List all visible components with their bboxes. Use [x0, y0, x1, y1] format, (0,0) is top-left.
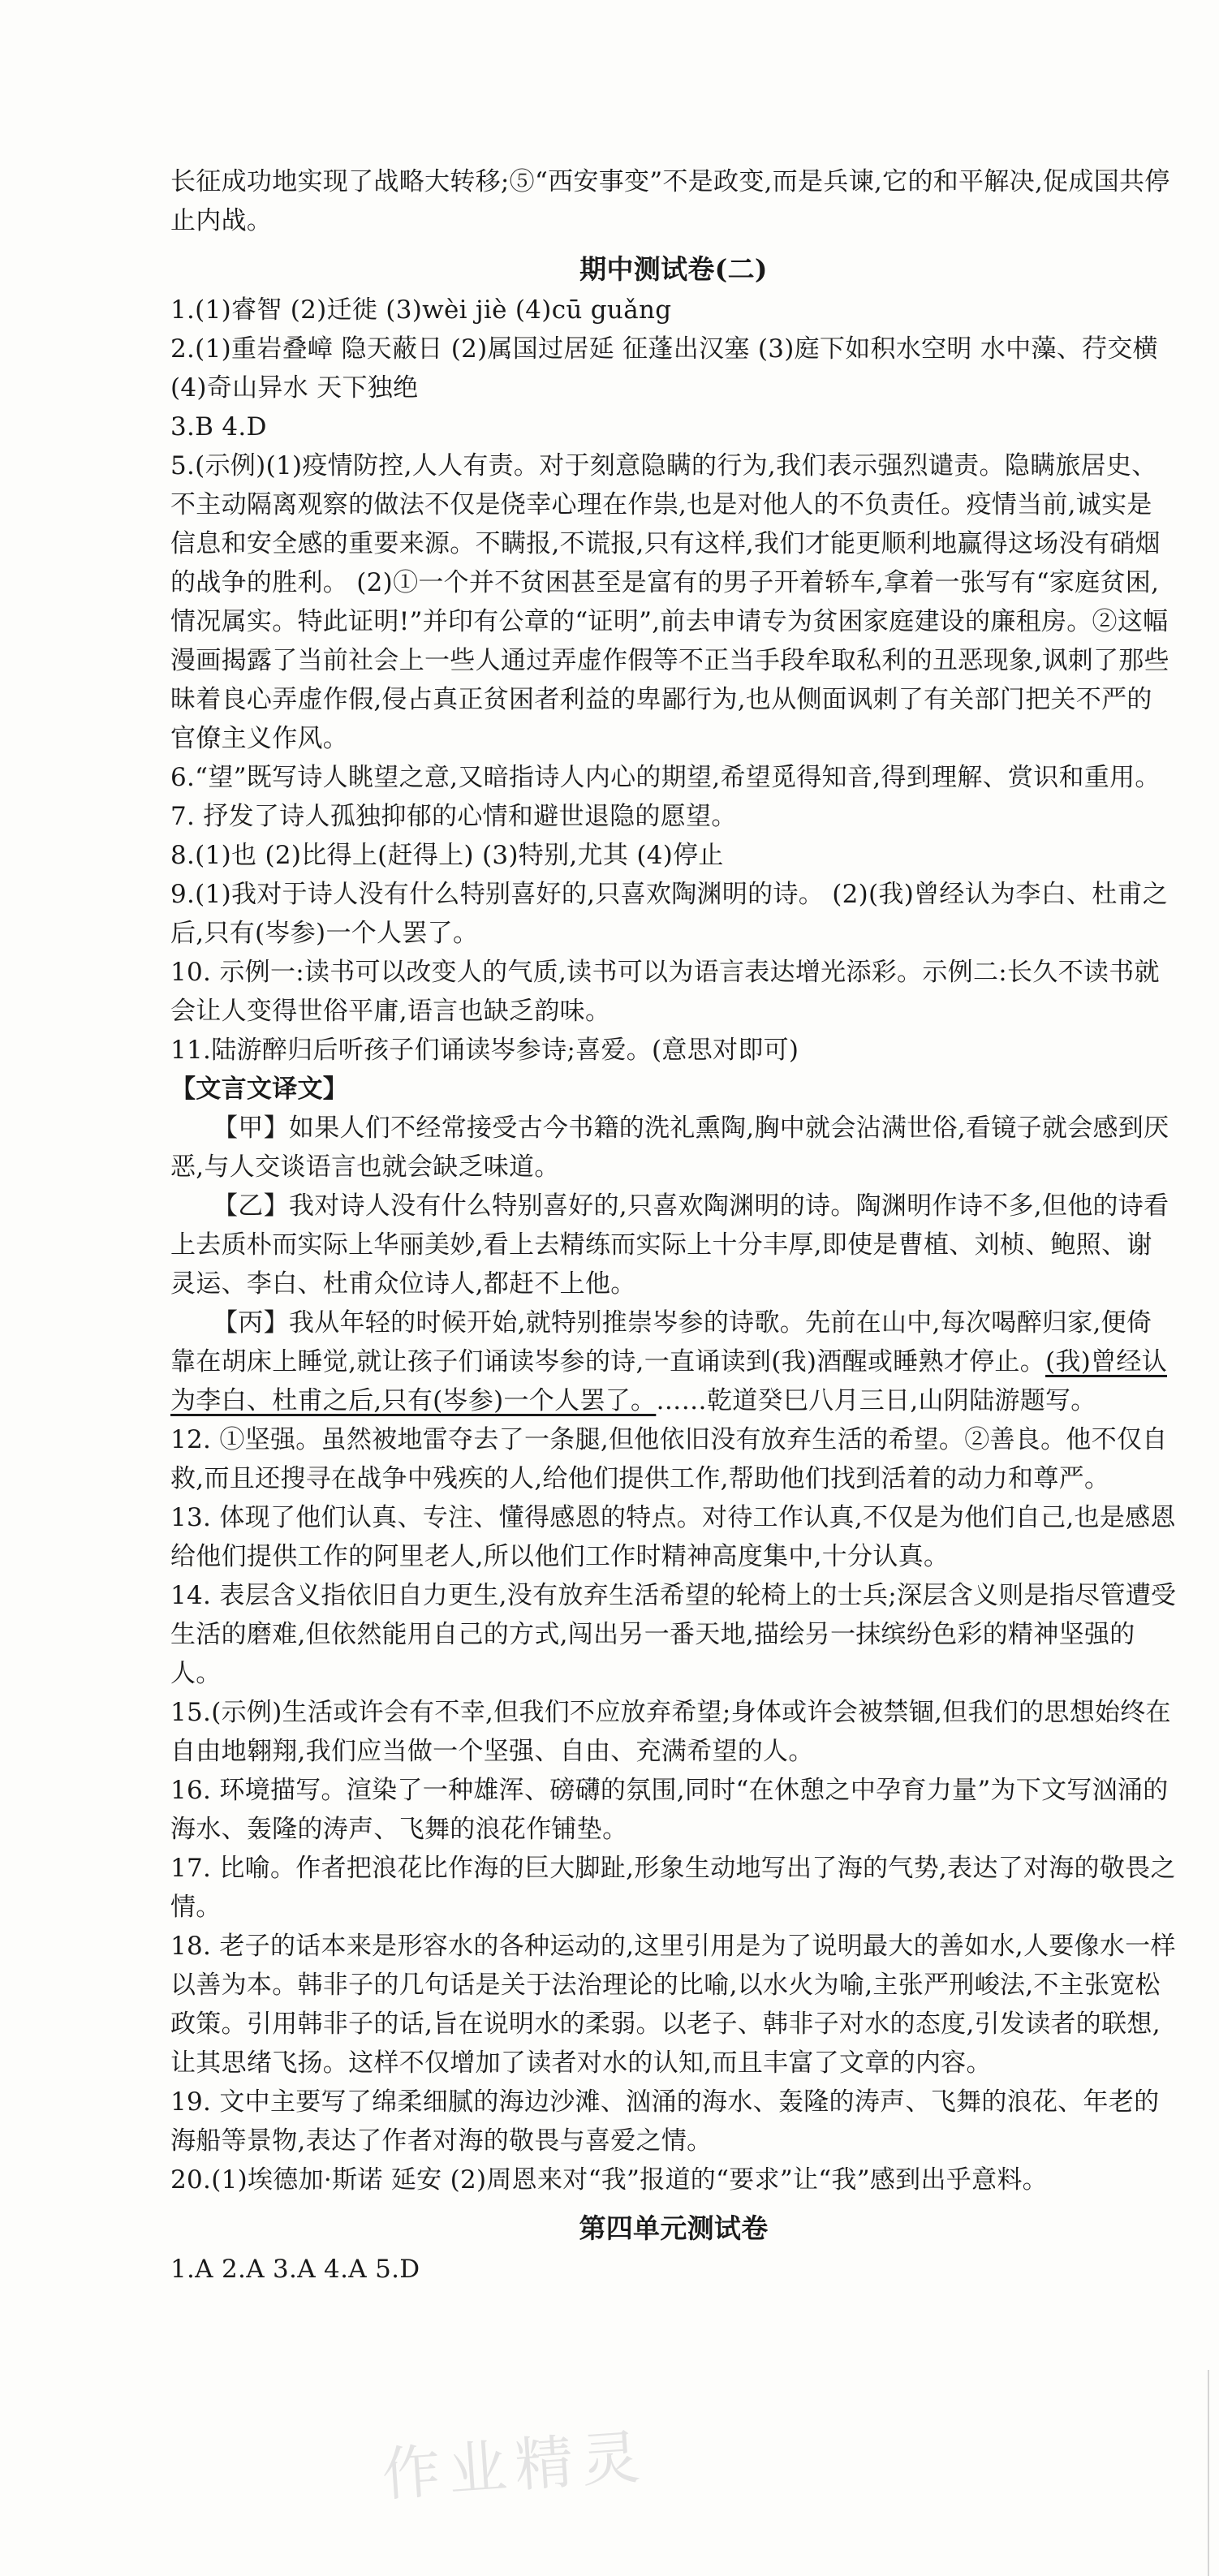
answer-8: 8.(1)也 (2)比得上(赶得上) (3)特别,尤其 (4)停止 — [170, 841, 724, 870]
translation-bing — [170, 1303, 1177, 1420]
answer-13: 13. 体现了他们认真、专注、懂得感恩的特点。对待工作认真,不仅是为他们自己,也是感恩给他们提供工作的阿里老人,所以他们工作时精神高度集中,十分认真。 — [170, 1503, 1176, 1571]
answer-5: 5.(示例)(1)疫情防控,人人有责。对于刻意隐瞒的行为,我们表示强烈谴责。隐瞒旅居史、不主动隔离观察的做法不仅是侥幸心理在作祟,也是对他人的不负责任。疫情当前,诚实是信息和安全感的重要来源。不瞒报,不谎报,只有这样,我们才能更顺利地赢得这场没有硝烟的战争的胜利。 (2)①一个并不贫困甚至是富有的男子开着轿车,拿着一张写有“家庭贫困,情况属实。特此证明!”并印有公章的“证明”,前去申请专为贫困家庭建设的廉租房。②这幅漫画揭露了当前社会上一些人通过弄虚作假等不正当手段牟取私利的丑恶现象,讽刺了那些昧着良心弄虚作假,侵占真正贫困者利益的卑鄙行为,也从侧面讽刺了有关部门把关不严的官僚主义作风。 — [170, 451, 1169, 753]
answer-1: 1.(1)睿智 (2)迁徙 (3)wèi jiè (4)cū guǎng — [170, 295, 672, 325]
answer-11: 11.陆游醉归后听孩子们诵读岑参诗;喜爱。(意思对即可) — [170, 1036, 799, 1065]
answer-6: 6.“望”既写诗人眺望之意,又暗指诗人内心的期望,希望觅得知音,得到理解、赏识和重用。 — [170, 763, 1161, 792]
answer-2: 2.(1)重岩叠嶂 隐天蔽日 (2)属国过居延 征蓬出汉塞 (3)庭下如积水空明 水中藻、荇交横 (4)奇山异水 天下独绝 — [170, 334, 1158, 403]
answer-19: 19. 文中主要写了绵柔细腻的海边沙滩、汹涌的海水、轰隆的涛声、飞舞的浪花、年老的海船等景物,表达了作者对海的敬畏与喜爱之情。 — [170, 2087, 1160, 2156]
answer-7: 7. 抒发了诗人孤独抑郁的心情和避世退隐的愿望。 — [170, 802, 737, 831]
answer-10: 10. 示例一:读书可以改变人的气质,读书可以为语言表达增光添彩。示例二:长久不读书就会让人变得世俗平庸,语言也缺乏韵味。 — [170, 958, 1160, 1026]
answer-16: 16. 环境描写。渲染了一种雄浑、磅礴的氛围,同时“在休憩之中孕育力量”为下文写汹涌的海水、轰隆的涛声、飞舞的浪花作铺垫。 — [170, 1776, 1169, 1844]
midterm-title: 期中测试卷(二) — [579, 253, 768, 285]
translation-yi: 【乙】我对诗人没有什么特别喜好的,只喜欢陶渊明的诗。陶渊明作诗不多,但他的诗看上去质朴而实际上华丽美妙,看上去精练而实际上十分丰厚,即使是曹植、刘桢、鲍照、谢灵运、李白、杜甫众位诗人,都赶不上他。 — [170, 1191, 1169, 1299]
answer-15: 15.(示例)生活或许会有不幸,但我们不应放弃希望;身体或许会被禁锢,但我们的思想始终在自由地翱翔,我们应当做一个坚强、自由、充满希望的人。 — [170, 1698, 1171, 1766]
page-edge-rule — [1208, 2370, 1209, 2576]
unit4-answers: 1.A 2.A 3.A 4.A 5.D — [170, 2255, 420, 2284]
answer-3-4: 3.B 4.D — [170, 412, 267, 442]
intro-paragraph: 长征成功地实现了战略大转移;⑤“西安事变”不是政变,而是兵谏,它的和平解决,促成国共停止内战。 — [170, 167, 1170, 235]
answer-18: 18. 老子的话本来是形容水的各种运动的,这里引用是为了说明最大的善如水,人要像水一样以善为本。韩非子的几句话是关于法治理论的比喻,以水火为喻,主张严刑峻法,不主张宽松政策。引用韩非子的话,旨在说明水的柔弱。以老子、韩非子对水的态度,引发读者的联想,让其思绪飞扬。这样不仅增加了读者对水的认知,而且丰富了文章的内容。 — [170, 1932, 1176, 2078]
translation-bing-signature: ……乾道癸巳八月三日,山阴陆游题写。 — [656, 1386, 1096, 1415]
answer-20: 20.(1)埃德加·斯诺 延安 (2)周恩来对“我”报道的“要求”让“我”感到出乎意料。 — [170, 2165, 1048, 2195]
unit4-title: 第四单元测试卷 — [579, 2212, 769, 2244]
answer-14: 14. 表层含义指依旧自力更生,没有放弃生活希望的轮椅上的士兵;深层含义则是指尽管遭受生活的磨难,但依然能用自己的方式,闯出另一番天地,描绘另一抹缤纷色彩的精神坚强的人。 — [170, 1581, 1177, 1688]
translation-bing-main: 【丙】我从年轻的时候开始,就特别推崇岑参的诗歌。先前在山中,每次喝醉归家,便倚靠在胡床上睡觉,就让孩子们诵读岑参的诗,一直诵读到(我)酒醒或睡熟才停止。 — [170, 1308, 1152, 1376]
translation-bing-underlined: (我)曾经认为李白、杜甫之后,只有(岑参)一个人罢了。 — [170, 1347, 1167, 1415]
answer-9: 9.(1)我对于诗人没有什么特别喜好的,只喜欢陶渊明的诗。 (2)(我)曾经认为李白、杜甫之后,只有(岑参)一个人罢了。 — [170, 880, 1169, 948]
answer-12: 12. ①坚强。虽然被地雷夺去了一条腿,但他依旧没有放弃生活的希望。②善良。他不仅自救,而且还搜寻在战争中残疾的人,给他们提供工作,帮助他们找到活着的动力和尊严。 — [170, 1425, 1168, 1493]
answer-content — [170, 162, 1177, 2289]
translation-header: 【文言文译文】 — [170, 1075, 349, 1104]
answer-17: 17. 比喻。作者把浪花比作海的巨大脚趾,形象生动地写出了海的气势,表达了对海的敬畏之情。 — [170, 1854, 1176, 1922]
watermark-logo: 作业精灵 — [379, 2422, 650, 2509]
translation-jia: 【甲】如果人们不经常接受古今书籍的洗礼熏陶,胸中就会沾满世俗,看镜子就会感到厌恶,与人交谈语言也就会缺乏味道。 — [170, 1114, 1169, 1182]
